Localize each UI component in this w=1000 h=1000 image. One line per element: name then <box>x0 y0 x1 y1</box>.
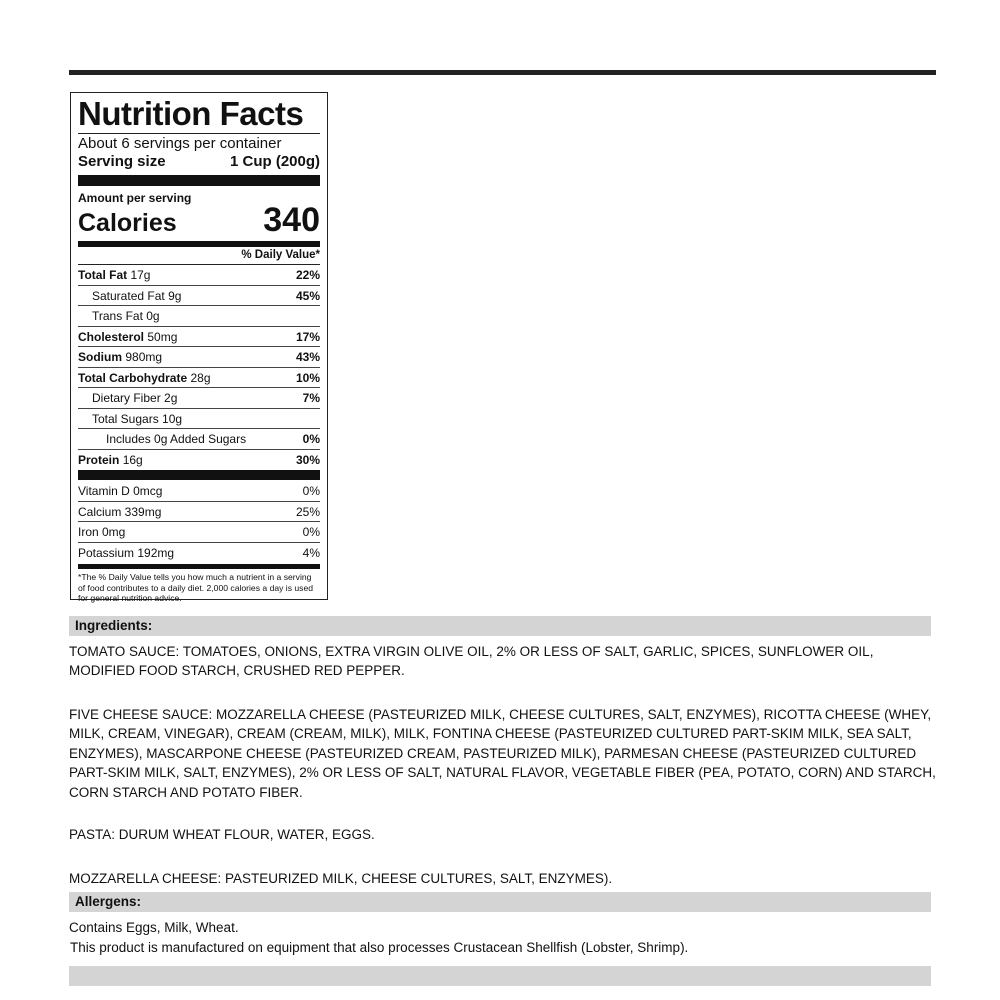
ingredients-mozzarella-cheese: MOZZARELLA CHEESE: PASTEURIZED MILK, CHEESE CULTURES, SALT, ENZYMES). <box>69 871 613 886</box>
nutrient-amount: 980mg <box>125 350 163 364</box>
nutrient-row-dietary-fiber <box>78 388 320 409</box>
thick-divider <box>78 470 320 480</box>
nutrition-facts-panel <box>70 92 328 603</box>
amount-per-serving: Amount per serving <box>78 191 192 205</box>
daily-value-header: % Daily Value* <box>78 247 320 265</box>
nutrition-facts-title: Nutrition Facts <box>78 95 304 132</box>
nutrient-row-total-carbohydrate <box>78 368 320 389</box>
divider <box>78 133 320 134</box>
ingredients-pasta: PASTA: DURUM WHEAT FLOUR, WATER, EGGS. <box>69 827 375 842</box>
top-divider <box>69 70 936 75</box>
vitamin-row-vitamin-d <box>78 481 320 502</box>
thick-divider <box>78 175 320 186</box>
servings-per-container: About 6 servings per container <box>78 135 282 152</box>
allergens-contains: Contains Eggs, Milk, Wheat. <box>69 920 239 935</box>
vitamin-row-iron <box>78 522 320 543</box>
nutrient-name: Sodium <box>78 350 122 364</box>
nutrient-amount: 50mg <box>147 329 178 344</box>
bottom-divider-bar <box>69 966 931 986</box>
nutrient-amount: 2g <box>164 391 178 405</box>
nutrient-row-trans-fat <box>78 306 320 327</box>
nutrient-row-added-sugars <box>78 429 320 450</box>
vitamin-name: Iron 0mg <box>78 525 126 539</box>
nutrient-amount: 9g <box>168 288 182 303</box>
serving-size-label: Serving size <box>78 153 166 170</box>
nutrient-dv: 43% <box>295 350 320 364</box>
nutrient-dv: 0% <box>302 432 320 446</box>
nutrient-row-total-sugars <box>78 409 320 430</box>
vitamin-dv: 0% <box>302 525 320 539</box>
nutrient-dv: 45% <box>295 288 320 303</box>
nutrient-amount: 17g <box>130 268 151 282</box>
nutrient-dv: 30% <box>295 452 320 467</box>
nutrient-name: Cholesterol <box>78 329 145 344</box>
allergens-heading: Allergens: <box>69 892 931 912</box>
nutrient-row-total-fat <box>78 265 320 286</box>
ingredients-five-cheese-sauce: FIVE CHEESE SAUCE: MOZZARELLA CHEESE (PASTEURIZED MILK, CHEESE CULTURES, SALT, ENZYMES), RICOTTA CHEESE (WHEY, MILK, CREAM, VINEGAR), CREAM (CREAM, MILK), MILK, FONTINA CHEESE (PASTEURIZED CULTURED PART-SKIM MILK, SEA SALT, ENZYMES), MASCARPONE CHEESE (PASTEURIZED CREAM, PASTEURIZED MILK), PARMESAN CHEESE (PASTEURIZED CULTURED PART-SKIM MILK, SALT, ENZYMES), 2% OR LESS OF SALT, NATURAL FLAVOR, VEGETABLE FIBER (PEA, POTATO, CORN) AND STARCH, CORN STARCH AND POTATO FIBER. <box>69 707 936 800</box>
nutrient-name: Total Carbohydrate <box>78 370 188 385</box>
nutrient-amount: 10g <box>162 411 183 426</box>
nutrient-amount: 0g <box>146 309 160 323</box>
serving-size-row <box>78 153 320 171</box>
vitamin-name: Calcium 339mg <box>78 504 162 519</box>
calories-row <box>78 201 320 239</box>
nutrient-row-sodium <box>78 347 320 368</box>
nutrient-dv: 7% <box>302 391 320 405</box>
nutrient-row-saturated-fat <box>78 286 320 307</box>
daily-value-footnote: *The % Daily Value tells you how much a nutrient in a serving of food contributes to a daily diet. 2,000 calories a day is used for general nutrition advice. <box>78 572 314 603</box>
ingredients-heading: Ingredients: <box>69 616 931 636</box>
allergens-facility-statement: This product is manufactured on equipment that also processes Crustacean Shellfish (Lobster, Shrimp). <box>70 940 689 955</box>
nutrient-name: Saturated Fat <box>92 288 165 303</box>
vitamin-row-calcium <box>78 502 320 523</box>
vitamin-name: Potassium 192mg <box>78 545 175 560</box>
vitamin-dv: 0% <box>302 484 320 498</box>
vitamin-row-potassium <box>78 543 320 564</box>
calories-value: 340 <box>263 201 320 239</box>
vitamin-name: Vitamin D 0mcg <box>78 484 163 498</box>
nutrient-name: Total Fat <box>78 268 128 282</box>
nutrient-name: Dietary Fiber <box>92 391 161 405</box>
nutrient-dv: 17% <box>295 329 320 344</box>
serving-size-value: 1 Cup (200g) <box>229 153 320 170</box>
nutrient-dv: 22% <box>295 268 320 282</box>
nutrient-row-cholesterol <box>78 327 320 348</box>
ingredients-tomato-sauce: TOMATO SAUCE: TOMATOES, ONIONS, EXTRA VIRGIN OLIVE OIL, 2% OR LESS OF SALT, GARLIC, SPICES, SUNFLOWER OIL, MODIFIED FOOD STARCH, CRUSHED RED PEPPER. <box>69 644 874 679</box>
medium-divider <box>78 564 320 569</box>
nutrient-amount: 28g <box>190 370 211 385</box>
nutrient-row-protein <box>78 450 320 471</box>
nutrient-dv: 10% <box>295 370 320 385</box>
nutrient-amount: 16g <box>122 452 143 467</box>
nutrient-name: Trans Fat <box>92 309 143 323</box>
nutrient-name: Includes 0g Added Sugars <box>106 432 247 446</box>
vitamin-dv: 4% <box>302 545 320 560</box>
nutrient-name: Total Sugars <box>92 411 159 426</box>
nutrient-name: Protein <box>78 452 120 467</box>
vitamin-dv: 25% <box>295 504 320 519</box>
calories-label: Calories <box>78 209 177 237</box>
